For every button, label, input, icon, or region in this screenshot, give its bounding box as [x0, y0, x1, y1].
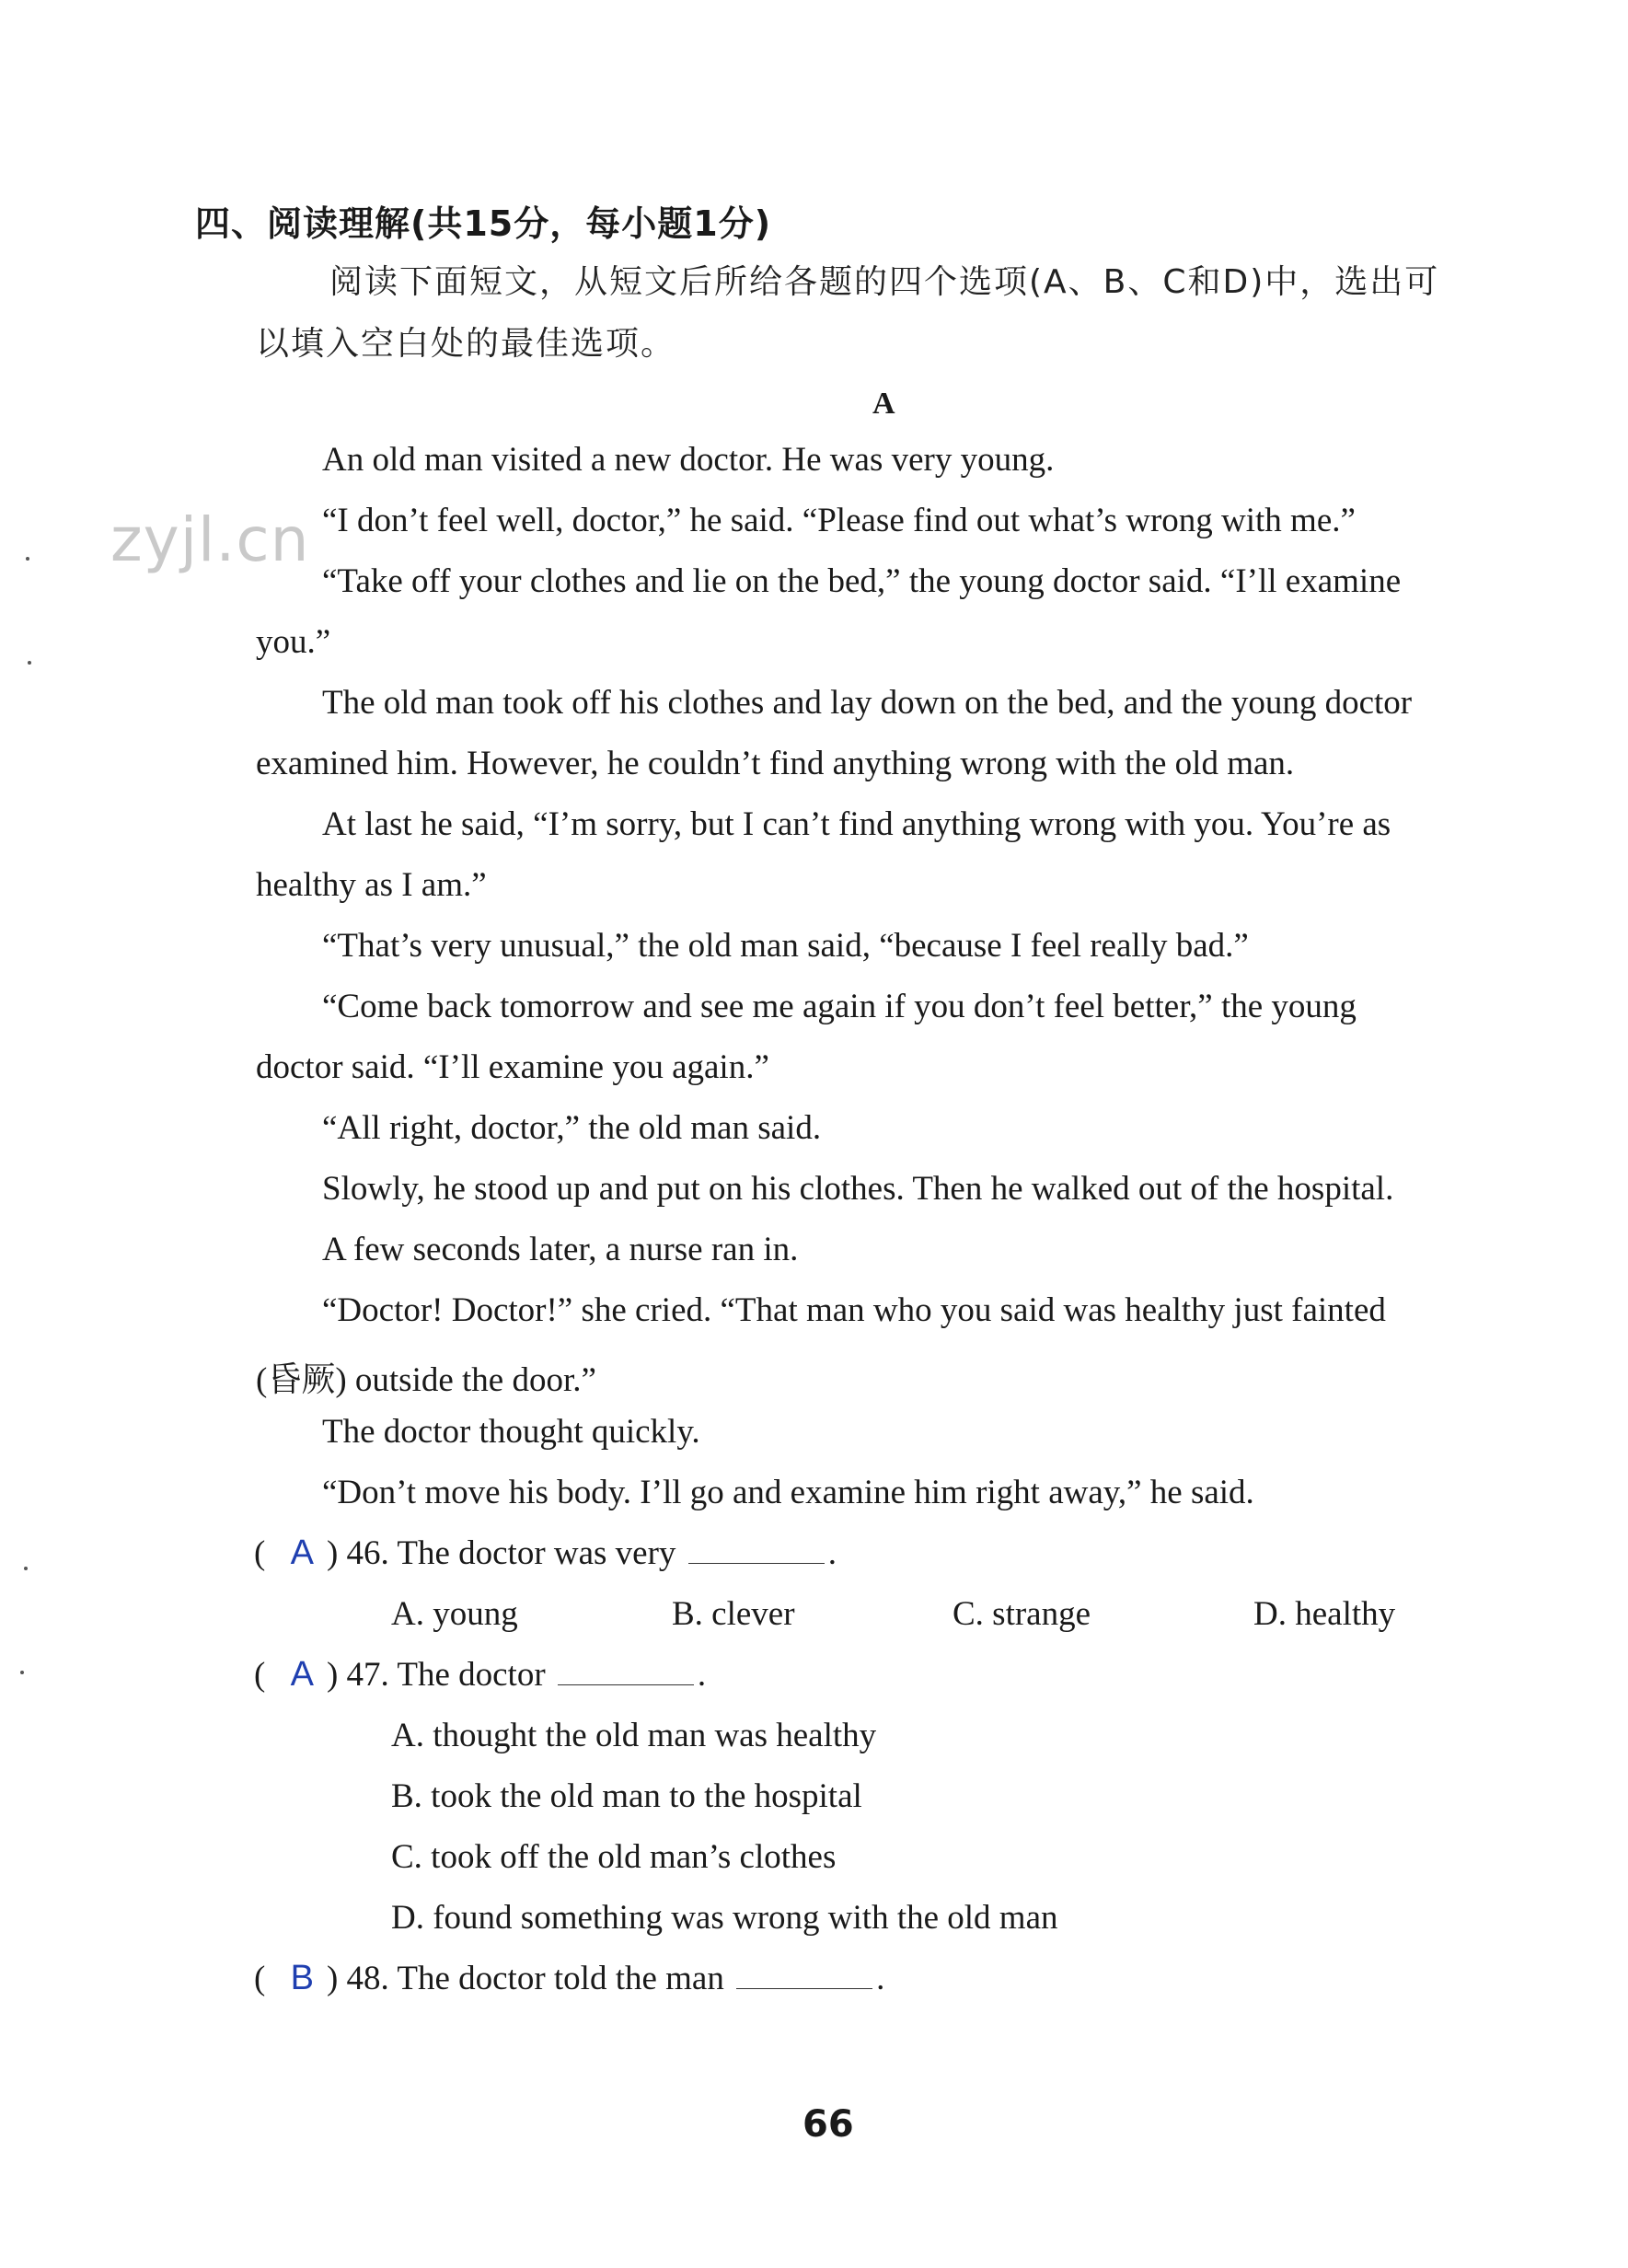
question-48: [254, 1959, 884, 1998]
passage-line: doctor said. “I’ll examine you again.”: [256, 1048, 769, 1086]
question-46-stem: ) 46. The doctor was very: [326, 1534, 676, 1572]
scan-speck: [24, 1567, 28, 1570]
passage-line: The doctor thought quickly.: [322, 1413, 700, 1451]
open-bracket: (: [254, 1656, 266, 1694]
question-end: .: [827, 1534, 837, 1572]
option-46-d: D. healthy: [1253, 1595, 1396, 1633]
passage-line: “That’s very unusual,” the old man said, “because I feel really bad.”: [322, 927, 1249, 965]
passage-line: examined him. However, he couldn’t find anything wrong with the old man.: [256, 745, 1295, 782]
passage-line: A few seconds later, a nurse ran in.: [322, 1231, 799, 1268]
passage-line: “Come back tomorrow and see me again if you don’t feel better,” the young: [322, 988, 1357, 1025]
option-46-c: C. strange: [953, 1595, 1091, 1633]
passage-line: “Don’t move his body. I’ll go and examine him right away,” he said.: [322, 1474, 1254, 1511]
watermark: zyjl.cn: [110, 504, 310, 575]
question-47-stem: ) 47. The doctor: [326, 1656, 546, 1694]
option-46-b: B. clever: [672, 1595, 795, 1633]
question-47: [254, 1655, 706, 1695]
passage-line: (昏厥) outside the door.”: [256, 1361, 596, 1399]
instructions-line-1: 阅读下面短文，从短文后所给各题的四个选项(A、B、C和D)中，选出可: [329, 263, 1440, 301]
passage-line: healthy as I am.”: [256, 866, 487, 904]
answer-48[interactable]: B: [290, 1959, 314, 1997]
scan-speck: [20, 1671, 24, 1674]
option-47-a: A. thought the old man was healthy: [391, 1717, 877, 1754]
answer-blank[interactable]: [736, 1962, 872, 1989]
question-end: .: [876, 1960, 885, 1997]
open-bracket: (: [254, 1534, 266, 1572]
option-46-a: A. young: [391, 1595, 518, 1633]
passage-line: “I don’t feel well, doctor,” he said. “Please find out what’s wrong with me.”: [322, 502, 1356, 539]
section-title: 四、阅读理解(共15分，每小题1分): [195, 203, 772, 244]
question-46: [254, 1533, 837, 1573]
open-bracket: (: [254, 1960, 266, 1997]
answer-47[interactable]: A: [290, 1655, 314, 1694]
passage-line: Slowly, he stood up and put on his clothes. Then he walked out of the hospital.: [322, 1170, 1394, 1208]
question-end: .: [697, 1656, 707, 1694]
question-48-stem: ) 48. The doctor told the man: [326, 1960, 724, 1997]
scan-speck: [28, 661, 31, 665]
option-47-d: D. found something was wrong with the old man: [391, 1899, 1058, 1937]
answer-46[interactable]: A: [290, 1533, 314, 1572]
passage-line: The old man took off his clothes and lay down on the bed, and the young doctor: [322, 684, 1413, 722]
passage-label: A: [872, 387, 895, 421]
passage-line: “All right, doctor,” the old man said.: [322, 1109, 822, 1147]
instructions-line-2: 以填入空白处的最佳选项。: [256, 325, 676, 363]
scan-speck: [26, 557, 29, 561]
page-number: 66: [802, 2103, 854, 2146]
passage-line: An old man visited a new doctor. He was very young.: [322, 441, 1055, 479]
answer-blank[interactable]: [558, 1659, 694, 1685]
answer-blank[interactable]: [688, 1537, 825, 1564]
option-47-b: B. took the old man to the hospital: [391, 1777, 862, 1815]
passage-line: you.”: [256, 623, 331, 661]
passage-line: “Take off your clothes and lie on the bed,” the young doctor said. “I’ll examine: [322, 562, 1402, 600]
passage-line: At last he said, “I’m sorry, but I can’t find anything wrong with you. You’re as: [322, 805, 1391, 843]
option-47-c: C. took off the old man’s clothes: [391, 1838, 837, 1876]
passage-line: “Doctor! Doctor!” she cried. “That man who you said was healthy just fainted: [322, 1291, 1386, 1329]
